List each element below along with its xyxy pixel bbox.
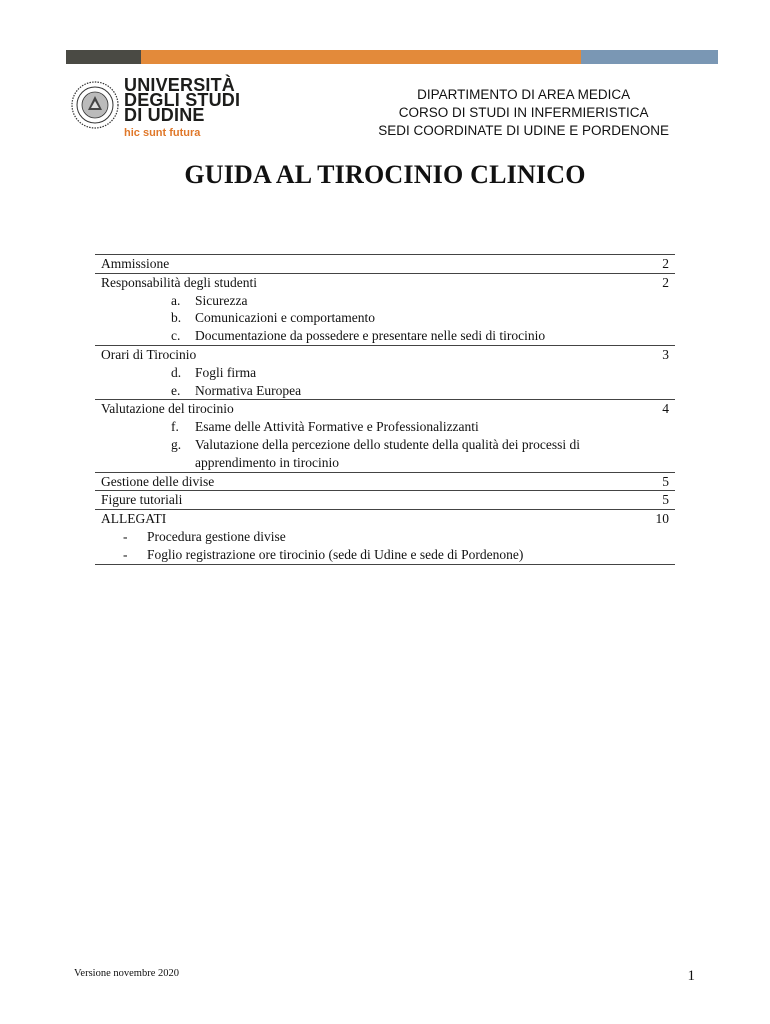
toc-entry-title: Gestione delle divise (101, 473, 215, 489)
toc-subentry-text: Valutazione della percezione dello studente della qualità dei processi di apprendimento in tirocinio (195, 436, 580, 470)
toc-entry-page: 5 (662, 492, 669, 508)
toc-subentry-text: Foglio registrazione ore tirocinio (sede di Udine e sede di Pordenone) (147, 546, 524, 562)
toc-subentry[interactable] (95, 528, 675, 546)
toc-subentry-text: Procedura gestione divise (147, 528, 286, 544)
toc-section (95, 509, 675, 564)
toc-subentry-text: Comunicazioni e comportamento (195, 310, 375, 326)
logo-line-3: DI UDINE (124, 105, 205, 125)
table-of-contents (95, 254, 675, 565)
toc-subentry-marker: - (123, 546, 128, 562)
document-title: GUIDA AL TIROCINIO CLINICO (184, 160, 586, 189)
header-color-bar (66, 50, 718, 64)
toc-entry-title: Figure tutoriali (101, 492, 183, 508)
toc-subentry[interactable] (95, 364, 675, 382)
university-logo (70, 75, 260, 144)
toc-subentry[interactable] (95, 327, 675, 345)
toc-entry[interactable] (95, 274, 675, 292)
toc-subentry-marker: b. (171, 310, 182, 326)
toc-section (95, 490, 675, 509)
locations-line: SEDI COORDINATE DI UDINE E PORDENONE (378, 123, 669, 138)
toc-entry[interactable] (95, 491, 675, 509)
toc-entry-page: 3 (662, 346, 669, 362)
department-line: DIPARTIMENTO DI AREA MEDICA (417, 87, 631, 102)
toc-subentry-marker: c. (171, 328, 181, 344)
toc-section (95, 399, 675, 471)
toc-entry-title: Responsabilità degli studenti (101, 274, 257, 290)
toc-section (95, 472, 675, 491)
toc-subentry[interactable] (95, 418, 675, 436)
toc-section (95, 273, 675, 345)
toc-section (95, 345, 675, 399)
toc-subentry-marker: d. (171, 364, 182, 380)
toc-subentry-marker: g. (171, 436, 182, 452)
toc-entry[interactable] (95, 473, 675, 491)
toc-subentry-text: Documentazione da possedere e presentare nelle sedi di tirocinio (195, 328, 546, 344)
toc-entry-page: 2 (662, 256, 669, 271)
page-number: 1 (687, 968, 695, 984)
toc-subentry[interactable] (95, 309, 675, 327)
toc-entry-page: 2 (662, 274, 669, 290)
color-bar-dark-segment (66, 50, 141, 64)
toc-subentry-marker: f. (171, 419, 179, 435)
toc-subentry-marker: a. (171, 292, 181, 308)
logo-tagline: hic sunt futura (124, 127, 201, 139)
toc-subentry-marker: e. (171, 382, 181, 398)
toc-entry-title: Valutazione del tirocinio (101, 401, 234, 417)
toc-subentry[interactable] (95, 382, 675, 400)
toc-entry[interactable] (95, 400, 675, 418)
toc-subentry-text: Sicurezza (195, 292, 248, 308)
version-note: Versione novembre 2020 (74, 968, 179, 979)
university-seal-icon (70, 80, 120, 130)
toc-entry[interactable] (95, 346, 675, 364)
color-bar-orange-segment (141, 50, 581, 64)
toc-subentry[interactable] (95, 292, 675, 310)
toc-section (95, 254, 675, 273)
toc-subentry[interactable] (95, 546, 675, 564)
logo-wordmark (124, 75, 241, 139)
toc-subentry[interactable] (95, 436, 675, 472)
course-line: CORSO DI STUDI IN INFERMIERISTICA (398, 105, 649, 120)
department-header (378, 86, 669, 140)
toc-entry-page: 4 (662, 401, 669, 417)
logo-line-1: UNIVERSITÀ (124, 75, 236, 95)
toc-entry-page: 5 (662, 473, 669, 489)
toc-entry-title: Orari di Tirocinio (101, 346, 197, 362)
toc-entry[interactable] (95, 255, 675, 273)
toc-subentry-text: Fogli firma (195, 364, 257, 380)
toc-subentry-marker: - (123, 528, 128, 544)
toc-entry[interactable] (95, 510, 675, 528)
toc-entry-page: 10 (655, 511, 669, 527)
toc-entry-title: ALLEGATI (101, 511, 167, 527)
toc-subentry-text: Esame delle Attività Formative e Professionalizzanti (195, 419, 479, 435)
toc-subentry-text: Normativa Europea (195, 382, 302, 398)
logo-line-2: DEGLI STUDI (124, 90, 241, 110)
color-bar-blue-segment (581, 50, 718, 64)
toc-entry-title: Ammissione (101, 256, 170, 271)
